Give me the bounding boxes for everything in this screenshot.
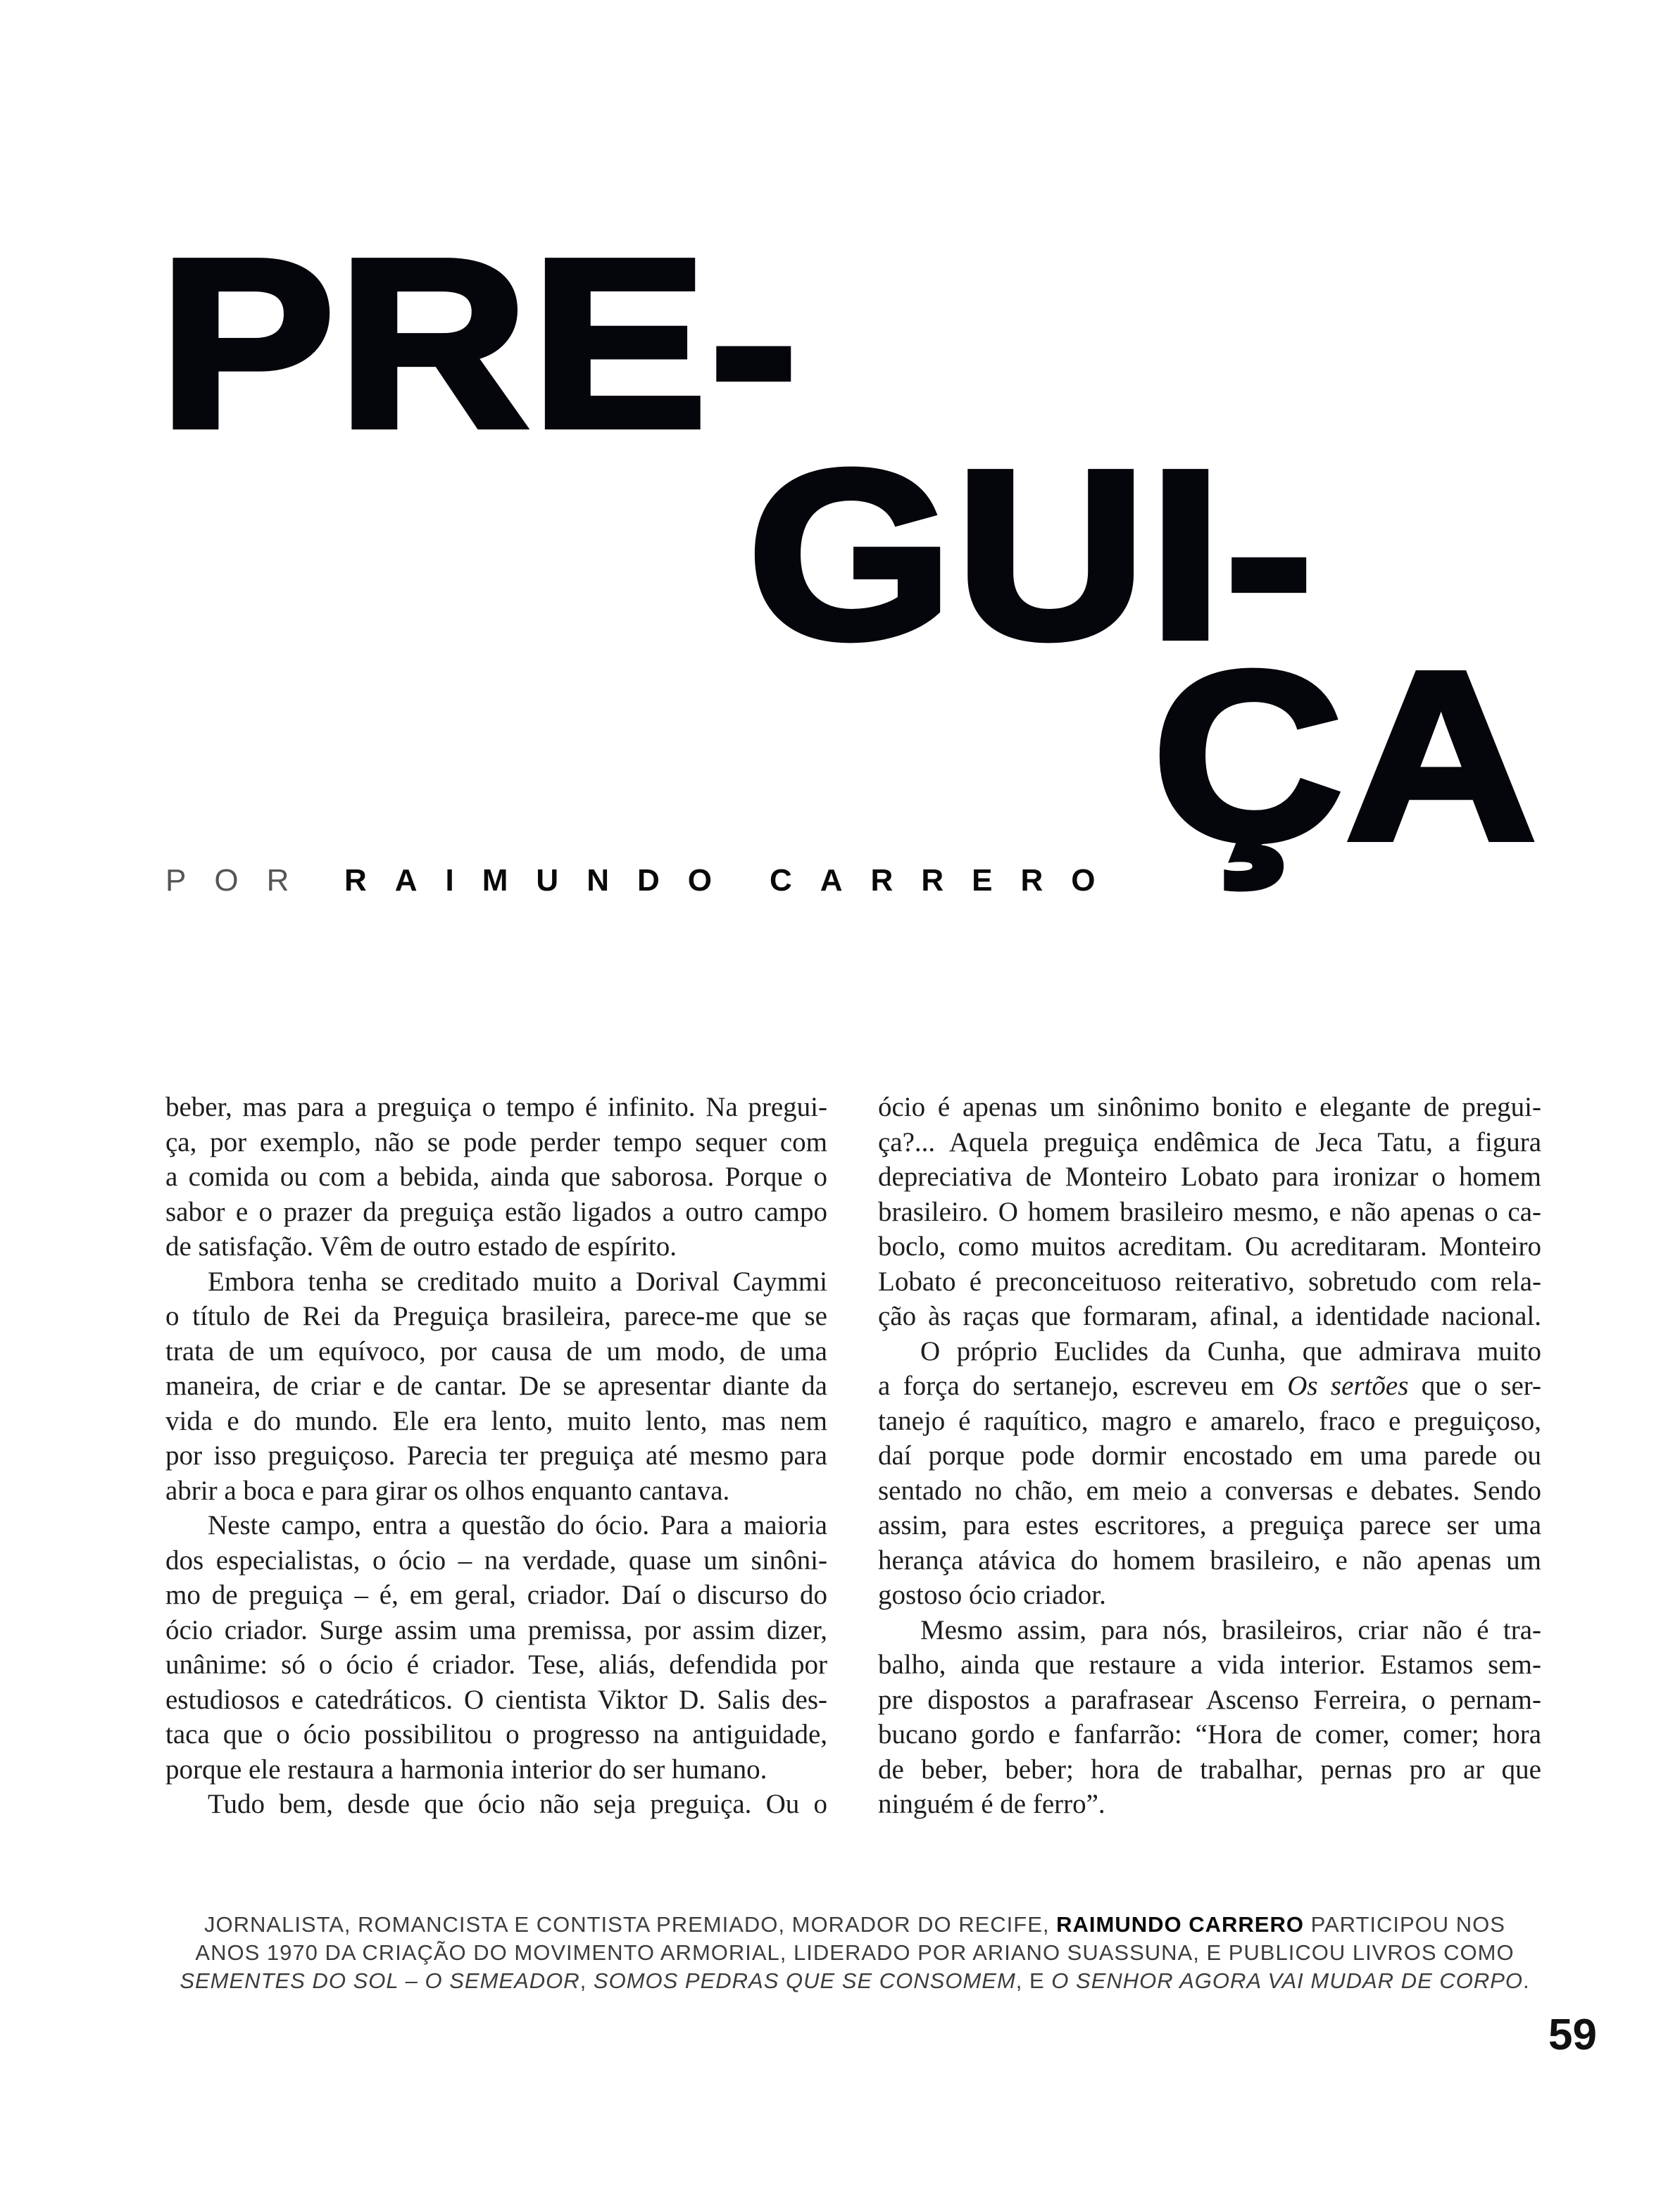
- right-column-line: herança atávica do homem brasileiro, e não apenas um: [878, 1545, 1541, 1576]
- right-column-line: ça?... Aquela preguiça endêmica de Jeca Tatu, a figura: [878, 1126, 1541, 1157]
- left-column-line: porque ele restaura a harmonia interior do ser humano.: [165, 1754, 767, 1785]
- author-bio: [141, 1911, 1569, 1995]
- left-column-line: Tudo bem, desde que ócio não seja preguiça. Ou o: [208, 1789, 827, 1819]
- bio-text: PARTICIPOU NOS: [1303, 1912, 1505, 1937]
- bio-text: .: [1523, 1968, 1530, 1993]
- article-right-column: [878, 1090, 1541, 1822]
- right-column-line: gostoso ócio criador.: [878, 1580, 1106, 1610]
- left-column-line: abrir a boca e para girar os olhos enquanto cantava.: [165, 1475, 730, 1506]
- left-column-line: beber, mas para a preguiça o tempo é infinito. Na pregui-: [165, 1092, 827, 1122]
- right-column-line: ção às raças que formaram, afinal, a identidade nacional.: [878, 1301, 1541, 1331]
- right-column-line: brasileiro. O homem brasileiro mesmo, e não apenas o ca-: [878, 1196, 1541, 1227]
- left-column-line: mo de preguiça – é, em geral, criador. Daí o discurso do: [165, 1580, 827, 1610]
- left-column-line: por isso preguiçoso. Parecia ter preguiça até mesmo para: [165, 1440, 827, 1471]
- book-title-italic: Os sertões: [1287, 1371, 1409, 1401]
- line-text: a força do sertanejo, escreveu em: [878, 1371, 1288, 1401]
- left-column-line: vida e do mundo. Ele era lento, muito lento, mas nem: [165, 1405, 827, 1436]
- right-column-line: ócio é apenas um sinônimo bonito e elegante de pregui-: [878, 1092, 1541, 1122]
- right-column-line: balho, ainda que restaure a vida interior. Estamos sem-: [878, 1649, 1541, 1680]
- left-column-line: estudiosos e catedráticos. O cientista Viktor D. Salis des-: [165, 1684, 827, 1715]
- right-column-line: sentado no chão, em meio a conversas e debates. Sendo: [878, 1475, 1541, 1506]
- right-column-line: Mesmo assim, para nós, brasileiros, criar não é tra-: [920, 1614, 1541, 1645]
- left-column-line: dos especialistas, o ócio – na verdade, quase um sinôni-: [165, 1545, 827, 1576]
- byline-prefix: POR: [165, 863, 318, 898]
- bio-text: , E: [1015, 1968, 1052, 1993]
- left-column-line: ócio criador. Surge assim uma premissa, por assim dizer,: [165, 1614, 827, 1645]
- left-column-line: unânime: só o ócio é criador. Tese, aliás, defendida por: [165, 1649, 827, 1680]
- right-column-line: de beber, beber; hora de trabalhar, pernas pro ar que: [878, 1754, 1541, 1785]
- left-column-line: Neste campo, entra a questão do ócio. Para a maioria: [208, 1510, 827, 1540]
- left-column-line: Embora tenha se creditado muito a Dorival Caymmi: [208, 1266, 827, 1297]
- left-column-line: a comida ou com a bebida, ainda que saborosa. Porque o: [165, 1162, 827, 1192]
- page-number: 59: [1548, 2011, 1597, 2059]
- title-line-1: PRE-: [159, 210, 801, 477]
- right-column-line: assim, para estes escritores, a preguiça parece ser uma: [878, 1510, 1541, 1540]
- bio-author-name: RAIMUNDO CARRERO: [1056, 1912, 1304, 1937]
- bio-book-title: O SENHOR AGORA VAI MUDAR DE CORPO: [1051, 1968, 1524, 1993]
- right-column-line: daí porque pode dormir encostado em uma parede ou: [878, 1440, 1541, 1471]
- left-column-line: trata de um equívoco, por causa de um modo, de uma: [165, 1336, 827, 1366]
- right-column-line: boclo, como muitos acreditam. Ou acreditaram. Monteiro: [878, 1231, 1541, 1262]
- left-column-line: ça, por exemplo, não se pode perder tempo sequer com: [165, 1126, 827, 1157]
- author-bio-line: [141, 1967, 1569, 1995]
- right-column-line: Lobato é preconceituoso reiterativo, sobretudo com rela-: [878, 1266, 1541, 1297]
- left-column-line: taca que o ócio possibilitou o progresso na antiguidade,: [165, 1719, 827, 1749]
- left-column-line: o título de Rei da Preguiça brasileira, parece-me que se: [165, 1301, 827, 1331]
- bio-text: ,: [579, 1968, 594, 1993]
- title-line-2: GUI-: [748, 421, 1317, 689]
- bio-book-title: SEMENTES DO SOL – O SEMEADOR: [180, 1968, 580, 1993]
- right-column-line: tanejo é raquítico, magro e amarelo, fraco e preguiçoso,: [878, 1405, 1541, 1436]
- left-column-line: sabor e o prazer da preguiça estão ligados a outro campo: [165, 1196, 827, 1227]
- right-column-line: O próprio Euclides da Cunha, que admirava muito: [920, 1336, 1541, 1366]
- author-bio-line: ANOS 1970 DA CRIAÇÃO DO MOVIMENTO ARMORIAL, LIDERADO POR ARIANO SUASSUNA, E PUBLICOU LIVROS COMO: [195, 1940, 1515, 1965]
- bio-text: JORNALISTA, ROMANCISTA E CONTISTA PREMIADO, MORADOR DO RECIFE,: [204, 1912, 1057, 1937]
- byline-author-first-name: RAIMUNDO: [344, 863, 740, 898]
- right-column-line: bucano gordo e fanfarrão: “Hora de comer, comer; hora: [878, 1719, 1541, 1749]
- title-line-3: ÇA: [1153, 622, 1539, 890]
- right-column-line: [878, 1369, 1541, 1404]
- left-column-line: maneira, de criar e de cantar. De se apresentar diante da: [165, 1371, 827, 1401]
- left-column-line: de satisfação. Vêm de outro estado de espírito.: [165, 1231, 677, 1262]
- right-column-line: ninguém é de ferro”.: [878, 1789, 1105, 1819]
- bio-book-title: SOMOS PEDRAS QUE SE CONSOMEM: [593, 1968, 1016, 1993]
- byline-author-last-name: CARRERO: [770, 863, 1124, 898]
- article-left-column: [165, 1090, 827, 1822]
- right-column-line: pre dispostos a parafrasear Ascenso Ferreira, o pernam-: [878, 1684, 1541, 1715]
- right-column-line: depreciativa de Monteiro Lobato para ironizar o homem: [878, 1162, 1541, 1192]
- line-text: que o ser-: [1408, 1371, 1541, 1401]
- author-bio-line: [141, 1911, 1569, 1939]
